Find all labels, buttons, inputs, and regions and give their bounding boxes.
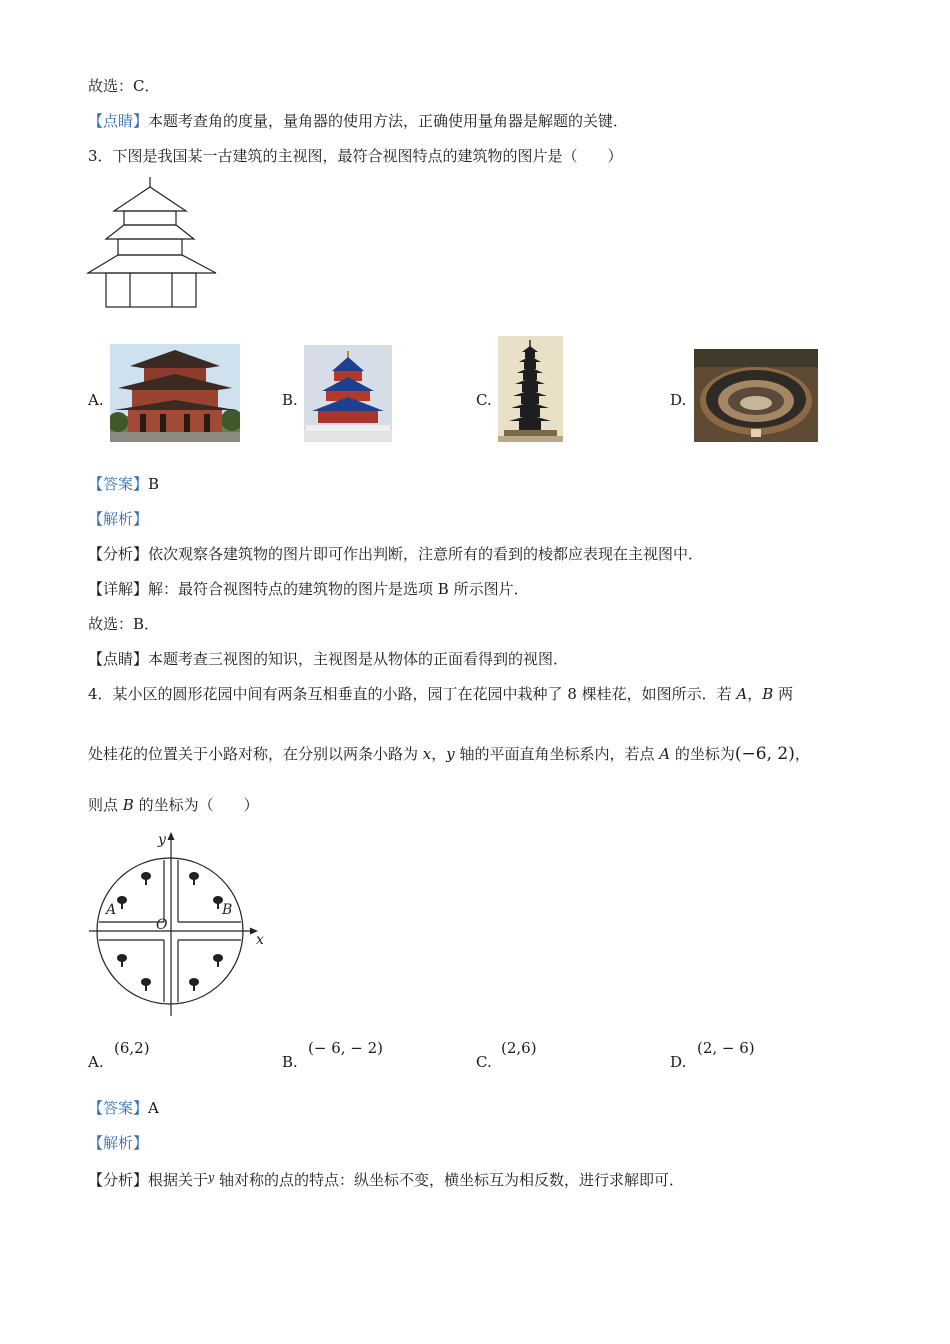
q4-option-a-label[interactable]: A.: [88, 1053, 104, 1071]
q3-option-b-label[interactable]: B.: [282, 391, 298, 409]
point-a-label: A: [106, 902, 117, 918]
detail-3: 【详解】解：最符合视图特点的建筑物的图片是选项 B 所示图片．: [88, 580, 529, 598]
q4-option-b-value[interactable]: (− 6, − 2): [308, 1039, 383, 1057]
question-4-line-3: 则点 B 的坐标为（ ）: [88, 796, 259, 814]
temple-of-heaven-photo[interactable]: [304, 345, 392, 442]
q4-option-a-value[interactable]: (6,2): [114, 1039, 150, 1057]
pagoda-photo[interactable]: [498, 336, 563, 442]
question-4-line-2: 处桂花的位置关于小路对称，在分别以两条小路为 x，y 轴的平面直角坐标系内，若点 A 的坐标为(−6, 2)，: [88, 744, 810, 764]
conclusion-prev: 故选：C．: [88, 77, 160, 95]
question-4-line-1: 4．某小区的圆形花园中间有两条互相垂直的小路，园丁在花园中栽种了 8 棵桂花，如图所示．若 A，B 两: [88, 685, 794, 703]
tag-dianjing: 【点睛】: [88, 112, 149, 130]
comment-3: 【点睛】本题考查三视图的知识，主视图是从物体的正面看得到的视图．: [88, 650, 569, 668]
q4-option-b-label[interactable]: B.: [282, 1053, 298, 1071]
answer-4: 【答案】A: [88, 1099, 159, 1117]
analysis-3: 【分析】依次观察各建筑物的图片即可作出判断，注意所有的看到的棱都应表现在主视图中．: [88, 545, 704, 563]
q3-option-c-label[interactable]: C.: [476, 391, 492, 409]
q4-option-c-label[interactable]: C.: [476, 1053, 492, 1071]
garden-diagram: [86, 828, 272, 1020]
q3-option-d-label[interactable]: D.: [670, 391, 687, 409]
analysis-4: 【分析】根据关于$^y$ 轴对称的点的特点：纵坐标不变，横坐标互为相反数，进行求解即可．: [88, 1171, 685, 1189]
conclusion-3: 故选：B．: [88, 615, 160, 633]
front-view-drawing: [86, 175, 221, 310]
pavilion-photo[interactable]: [110, 344, 240, 442]
axis-x-label: x: [256, 932, 264, 948]
answer-3: 【答案】B: [88, 475, 160, 493]
question-3: 3．下图是我国某一古建筑的主视图，最符合视图特点的建筑物的图片是（ ）: [88, 147, 623, 165]
q4-option-c-value[interactable]: (2,6): [501, 1039, 537, 1057]
analysis-header-4: 【解析】: [88, 1134, 149, 1152]
q4-option-d-value[interactable]: (2, − 6): [697, 1039, 755, 1057]
origin-label: O: [156, 917, 168, 933]
point-b-label: B: [222, 902, 233, 918]
axis-y-label: y: [158, 832, 166, 848]
analysis-header-3: 【解析】: [88, 510, 149, 528]
tulou-photo[interactable]: [694, 349, 818, 442]
q4-option-d-label[interactable]: D.: [670, 1053, 687, 1071]
comment-prev: 【点睛】本题考查角的度量，量角器的使用方法，正确使用量角器是解题的关键．: [88, 112, 629, 130]
q3-option-a-label[interactable]: A.: [88, 391, 104, 409]
